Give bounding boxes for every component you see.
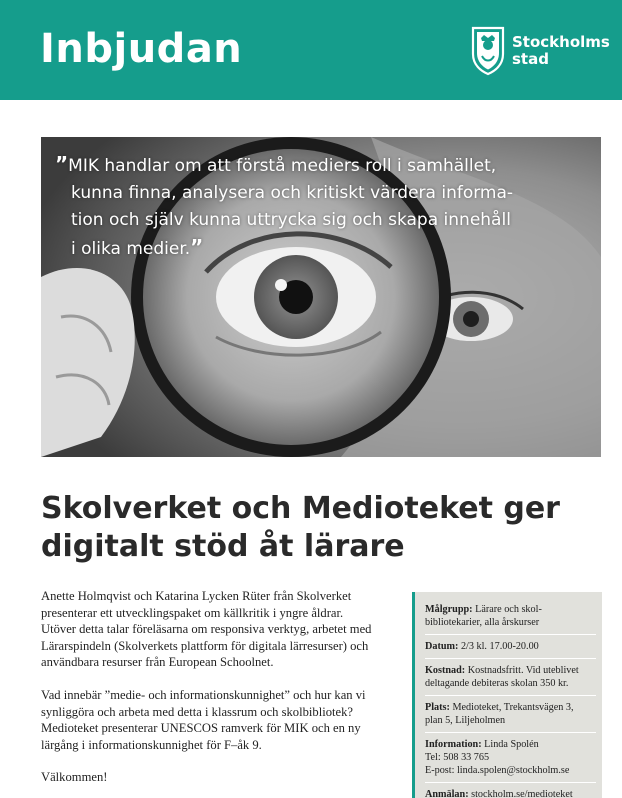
headline — [41, 490, 601, 566]
info-label: Målgrupp: — [425, 604, 473, 615]
quote-line: kunna finna, analysera och kritiskt värdera informa- — [71, 183, 514, 203]
info-kostnad — [425, 661, 596, 696]
info-value: Linda Spolén — [484, 739, 539, 750]
quote-close-mark: ” — [190, 235, 204, 259]
info-value: bibliotekarier, alla årskurser — [425, 617, 540, 628]
body-text — [41, 588, 401, 798]
quote-open-mark: ” — [55, 152, 69, 176]
stockholm-logo — [470, 26, 610, 80]
info-tel: Tel: 508 33 765 — [425, 752, 490, 763]
text-line: användbara resurser från European Schoolnet. — [41, 655, 274, 670]
text-line: Vad innebär ”medie- och informationskunnighet” och hur kan vi — [41, 687, 366, 702]
text-line: synliggöra och arbeta med detta i klassrum och skolbibliotek? — [41, 704, 353, 719]
text-line: Utöver detta talar föreläsarna om responsiva verktyg, arbetet med — [41, 622, 372, 637]
info-value: Medioteket, Trekantsvägen 3, — [452, 702, 574, 713]
stockholm-crest-icon — [470, 26, 506, 76]
info-plats — [425, 698, 596, 733]
logo-line-2: stad — [512, 50, 549, 68]
text-line: lärgång i informationskunnighet för F–åk 9. — [41, 737, 262, 752]
info-label: Anmälan: — [425, 789, 469, 798]
logo-line-1: Stockholms — [512, 33, 610, 51]
info-label: Plats: — [425, 702, 450, 713]
info-value: plan 5, Liljeholmen — [425, 715, 506, 726]
paragraph-mik — [41, 687, 401, 753]
info-malgrupp — [425, 600, 596, 635]
info-label: Datum: — [425, 641, 459, 652]
quote-line: tion och själv kunna uttrycka sig och skapa innehåll — [71, 210, 511, 230]
text-line: presenterar ett utvecklingspaket om källkritik i yngre åldrar. — [41, 605, 344, 620]
text-line: Lärarspindeln (Skolverkets plattform för digitala lärresurser) och — [41, 638, 369, 653]
info-email[interactable]: E-post: linda.spolen@stockholm.se — [425, 765, 570, 776]
info-value: deltagande debiteras skolan 350 kr. — [425, 678, 569, 689]
quote-line: MIK handlar om att förstå mediers roll i samhället, — [68, 156, 497, 176]
intro-quote — [55, 151, 575, 263]
info-datum — [425, 637, 596, 659]
info-contact — [425, 735, 596, 783]
info-label: Information: — [425, 739, 482, 750]
info-label: Kostnad: — [425, 665, 466, 676]
info-anmalan — [425, 785, 596, 798]
quote-line: i olika medier. — [71, 239, 191, 259]
headline-line-2: digitalt stöd åt lärare — [41, 529, 405, 564]
page-title: Inbjudan — [40, 26, 243, 72]
text-line: Medioteket presenterar UNESCOS ramverk för MIK och en ny — [41, 721, 361, 736]
paragraph-welcome: Välkommen! — [41, 770, 108, 785]
header-banner — [0, 0, 622, 100]
text-line: Anette Holmqvist och Katarina Lycken Rüter från Skolverket — [41, 589, 352, 603]
info-value: Lärare och skol- — [475, 604, 542, 615]
info-box — [412, 592, 602, 798]
registration-link[interactable]: stockholm.se/medioteket — [471, 789, 573, 798]
info-value: 2/3 kl. 17.00-20.00 — [460, 641, 539, 652]
paragraph-intro — [41, 588, 401, 671]
info-value: Kostnadsfritt. Vid uteblivet — [467, 665, 579, 676]
headline-line-1: Skolverket och Medioteket ger — [41, 491, 560, 526]
hero-photo — [41, 137, 601, 457]
